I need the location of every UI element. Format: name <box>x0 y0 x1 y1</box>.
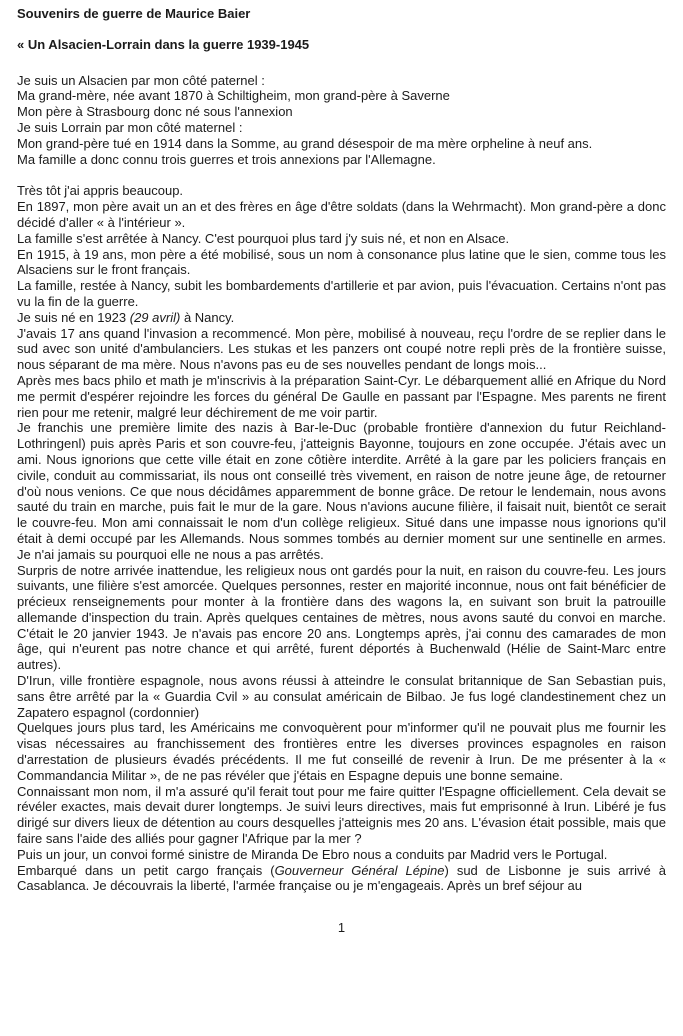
document-subtitle: « Un Alsacien-Lorrain dans la guerre 1939-1945 <box>17 36 310 52</box>
text-segment: Je franchis une première limite des nazis à Bar-le-Duc (probable frontière d'annexion du futur Reichland-Lothringenl) puis après Paris et son couvre-feu, j'atteignis Bayonne, toujours en zone occupée. J'étais avec un ami. Nous ignorions que cette ville était en zone côtière interdite. Arrêté à la gare par les policiers français en civile, conduit au commissariat, ils nous ont conseillé très vivement, en raison de notre jeune âge, de retourner d'où nous venions. Ce que nous décidâmes apparemment de bonne grâce. De retour le lendemain, nous avons sauté du train en marche, puis fait le mur de la gare. Nous n'avions aucune filière, il faisait nuit, bientôt ce serait le couvre-feu. Mon ami connaissait le nom d'un collège religieux. Situé dans une impasse nous ignorions qu'il était à demi occupé par les Allemands. Nous sommes tombés au dernier moment sur une sentinelle en armes. Je n'ai jamais su pourquoi elle ne nous a pas arrêtés. <box>17 420 666 562</box>
paragraph <box>17 863 666 895</box>
italic-text: (29 avril) <box>129 309 181 325</box>
paragraph <box>17 373 666 420</box>
paragraph <box>17 183 666 199</box>
paragraph <box>17 326 666 373</box>
paragraph <box>17 231 666 247</box>
text-segment: Après mes bacs philo et math je m'inscrivis à la préparation Saint-Cyr. Le débarquement allié en Afrique du Nord me permit d'espérer rejoindre les forces du général De Gaulle en passant par l'Espagne. Mes parents ne firent rien pour me retenir, malgré leur déchirement de me voir partir. <box>17 372 666 420</box>
intro-line: Ma grand-mère, née avant 1870 à Schiltigheim, mon grand-père à Saverne <box>17 88 450 104</box>
text-segment: D'Irun, ville frontière espagnole, nous avons réussi à atteindre le consulat britannique de San Sebastian puis, sans être arrêté par la « Guardia Cvil » au consulat américain de Bilbao. Je fus logé clandestinement chez un Zapatero espagnol (cordonnier) <box>17 673 666 720</box>
text-segment: Embarqué dans un petit cargo français ( <box>17 862 275 878</box>
document-body <box>17 183 666 894</box>
page-number: 1 <box>337 920 346 936</box>
text-segment: J'avais 17 ans quand l'invasion a recommencé. Mon père, mobilisé à nouveau, reçu l'ordre de se replier dans le sud avec son unité d'ambulanciers. Les stukas et les panzers ont coupé notre repli près de la frontière suisse, nous séparant de ma mère. Nous n'avons pas eu de ses nouvelles pendant de longs mois... <box>17 325 666 373</box>
paragraph <box>17 847 666 863</box>
text-segment: Connaissant mon nom, il m'a assuré qu'il ferait tout pour me faire quitter l'Espagne officiellement. Cela devait se révéler exactes, mais devait durer longtemps. Je suivi leurs directives, mais fut emprisonné à Irun. Libéré je fus dirigé sur divers lieux de détention au cours desquelles j'atteignis mes 20 ans. L'évasion était possible, mais que faire sans l'aide des alliés pour gagner l'Afrique par la mer ? <box>17 783 666 847</box>
paragraph <box>17 420 666 562</box>
text-segment: En 1897, mon père avait un an et des frères en âge d'être soldats (dans la Wehrmacht). Mon grand-père a donc décidé d'aller « à l'intérieur ». <box>17 199 666 230</box>
intro-line: Ma famille a donc connu trois guerres et trois annexions par l'Allemagne. <box>17 151 436 167</box>
text-segment: Puis un jour, un convoi formé sinistre de Miranda De Ebro nous a conduits par Madrid vers le Portugal. <box>17 846 608 862</box>
text-segment: ) sud de Lisbonne je suis arrivé à Casablanca. Je découvrais la liberté, l'armée française ou je m'engageais. Après un bref séjour au <box>17 862 666 894</box>
intro-line: Mon grand-père tué en 1914 dans la Somme, au grand désespoir de ma mère orpheline à neuf ans. <box>17 135 593 151</box>
paragraph <box>17 563 666 674</box>
text-segment: à Nancy. <box>180 309 235 325</box>
paragraph <box>17 199 666 231</box>
intro-line: Mon père à Strasbourg donc né sous l'annexion <box>17 104 293 120</box>
paragraph <box>17 720 666 783</box>
intro-block <box>17 73 666 168</box>
text-segment: Très tôt j'ai appris beaucoup. <box>17 183 184 199</box>
text-segment: La famille s'est arrêtée à Nancy. C'est pourquoi plus tard j'y suis né, et non en Alsace. <box>17 230 510 246</box>
paragraph <box>17 247 666 279</box>
paragraph <box>17 310 666 326</box>
paragraph <box>17 278 666 310</box>
text-segment: Quelques jours plus tard, les Américains me convoquèrent pour m'informer qu'il ne pouvait plus me fournir les visas nécessaires au franchissement des frontières entre les diverses provinces espagnoles en raison d'arrestation de plusieurs évadés précédents. Il me fut conseillé de revenir à Irun. De me présenter à la « Commandancia Militar », de ne pas révéler que j'étais en Espagne depuis une bonne semaine. <box>17 720 666 783</box>
paragraph <box>17 673 666 720</box>
italic-text: Gouverneur Général Lépine <box>274 862 445 878</box>
intro-line: Je suis un Alsacien par mon côté paternel : <box>17 72 265 88</box>
paragraph <box>17 784 666 847</box>
text-segment: En 1915, à 19 ans, mon père a été mobilisé, sous un nom à consonance plus latine que le sien, comme tous les Alsaciens sur le front français. <box>17 246 666 278</box>
text-segment: Je suis né en 1923 <box>17 309 130 325</box>
text-segment: Surpris de notre arrivée inattendue, les religieux nous ont gardés pour la nuit, en raison du couvre-feu. Les jours suivants, une filière s'est amorcée. Quelques personnes, rester en majorité inconnue, nous ont fait bénéficier de précieux renseignements pour monter à la frontière dans des wagons la, en suivant son bruit la patrouille allemande d'inspection du train. Après quelques centaines de mètres, nous avons sauté du convoi en marche. C'était le 20 janvier 1943. Je n'avais pas encore 20 ans. Longtemps après, j'ai connu des camarades de mon âge, qui n'eurent pas notre chance et qui arrêté, furent déportés à Buchenwald (Hélie de Saint-Marc entre autres). <box>17 562 666 673</box>
text-segment: La famille, restée à Nancy, subit les bombardements d'artillerie et par avion, puis l'évacuation. Certains n'ont pas vu la fin de la guerre. <box>17 278 666 309</box>
document-title: Souvenirs de guerre de Maurice Baier <box>17 6 251 21</box>
intro-line: Je suis Lorrain par mon côté maternel : <box>17 119 243 135</box>
